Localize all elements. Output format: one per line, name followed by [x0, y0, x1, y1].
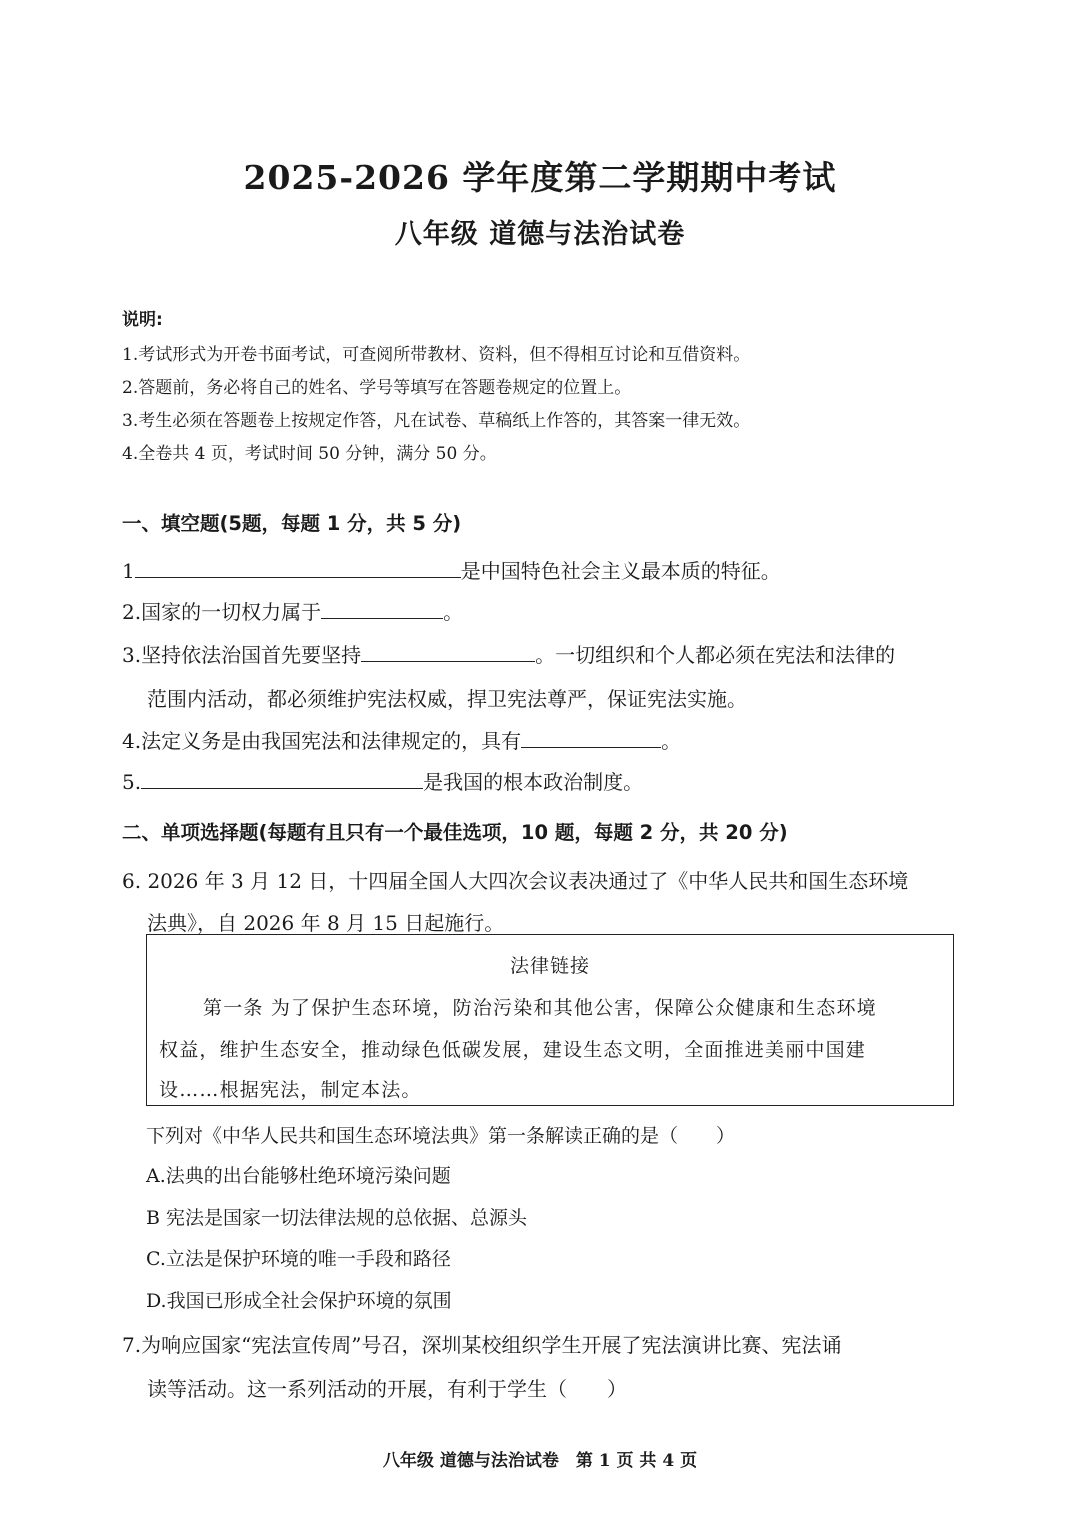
question-text: 3.坚持依法治国首先要坚持: [122, 643, 362, 667]
section-heading: 二、单项选择题(每题有且只有一个最佳选项，10 题，每题 2 分，共 20 分): [122, 821, 788, 844]
law-link-title: 法律链接: [509, 955, 590, 977]
question-text: 是我国的根本政治制度。: [423, 770, 644, 794]
law-link-box: [146, 934, 954, 1106]
question-number: 1: [122, 559, 135, 583]
answer-blank[interactable]: [361, 643, 535, 662]
note-item: 1.考试形式为开卷书面考试，可查阅所带教材、资料，但不得相互讨论和互借资料。: [122, 345, 751, 365]
note-item: 3.考生必须在答题卷上按规定作答，凡在试卷、草稿纸上作答的，其答案一律无效。: [122, 411, 751, 431]
question-4: [122, 725, 681, 754]
question-5: [122, 766, 643, 795]
question-7-line: 7.为响应国家“宪法宣传周”号召，深圳某校组织学生开展了宪法演讲比赛、宪法诵: [122, 1333, 842, 1357]
exam-subtitle: 八年级 道德与法治试卷: [394, 219, 686, 250]
page-footer: 八年级 道德与法治试卷 第 1 页 共 4 页: [382, 1451, 698, 1471]
question-number: 5.: [122, 770, 142, 794]
question-text: 2.国家的一切权力属于: [122, 600, 322, 624]
question-6-stem: 下列对《中华人民共和国生态环境法典》第一条解读正确的是（ ）: [146, 1125, 736, 1147]
question-text: 。: [443, 600, 464, 624]
question-6-line: 6. 2026 年 3 月 12 日，十四届全国人大四次会议表决通过了《中华人民共和国生态环境: [122, 869, 909, 893]
question-text: 。: [661, 729, 682, 753]
law-link-text: 设……根据宪法，制定本法。: [159, 1079, 422, 1101]
note-item: 2.答题前，务必将自己的姓名、学号等填写在答题卷规定的位置上。: [122, 378, 632, 398]
option-b[interactable]: B 宪法是国家一切法律法规的总依据、总源头: [146, 1207, 528, 1229]
note-item: 4.全卷共 4 页，考试时间 50 分钟，满分 50 分。: [122, 444, 497, 464]
question-1: [122, 555, 781, 584]
question-text: 4.法定义务是由我国宪法和法律规定的，具有: [122, 729, 522, 753]
law-link-text: 第一条 为了保护生态环境，防治污染和其他公害，保障公众健康和生态环境: [203, 997, 877, 1019]
section-heading: 一、填空题(5题，每题 1 分，共 5 分): [122, 512, 462, 535]
answer-blank[interactable]: [135, 559, 461, 578]
question-7-line: 读等活动。这一系列活动的开展，有利于学生（ ）: [147, 1377, 627, 1401]
option-d[interactable]: D.我国已形成全社会保护环境的氛围: [146, 1290, 452, 1312]
option-a[interactable]: A.法典的出台能够杜绝环境污染问题: [146, 1165, 451, 1187]
question-3: [122, 639, 895, 668]
question-6-line: 法典》，自 2026 年 8 月 15 日起施行。: [147, 911, 505, 935]
law-link-text: 权益，维护生态安全，推动绿色低碳发展，建设生态文明，全面推进美丽中国建: [159, 1039, 867, 1061]
answer-blank[interactable]: [521, 729, 661, 748]
option-c[interactable]: C.立法是保护环境的唯一手段和路径: [146, 1248, 451, 1270]
question-2: [122, 596, 463, 625]
question-text: 。一切组织和个人都必须在宪法和法律的: [535, 643, 896, 667]
question-text: 是中国特色社会主义最本质的特征。: [460, 559, 781, 583]
notes-label: 说明:: [122, 310, 163, 330]
answer-blank[interactable]: [321, 600, 443, 619]
exam-title: 2025-2026 学年度第二学期期中考试: [243, 158, 837, 197]
answer-blank[interactable]: [141, 770, 423, 789]
question-3-continued: 范围内活动，都必须维护宪法权威，捍卫宪法尊严，保证宪法实施。: [147, 687, 747, 711]
